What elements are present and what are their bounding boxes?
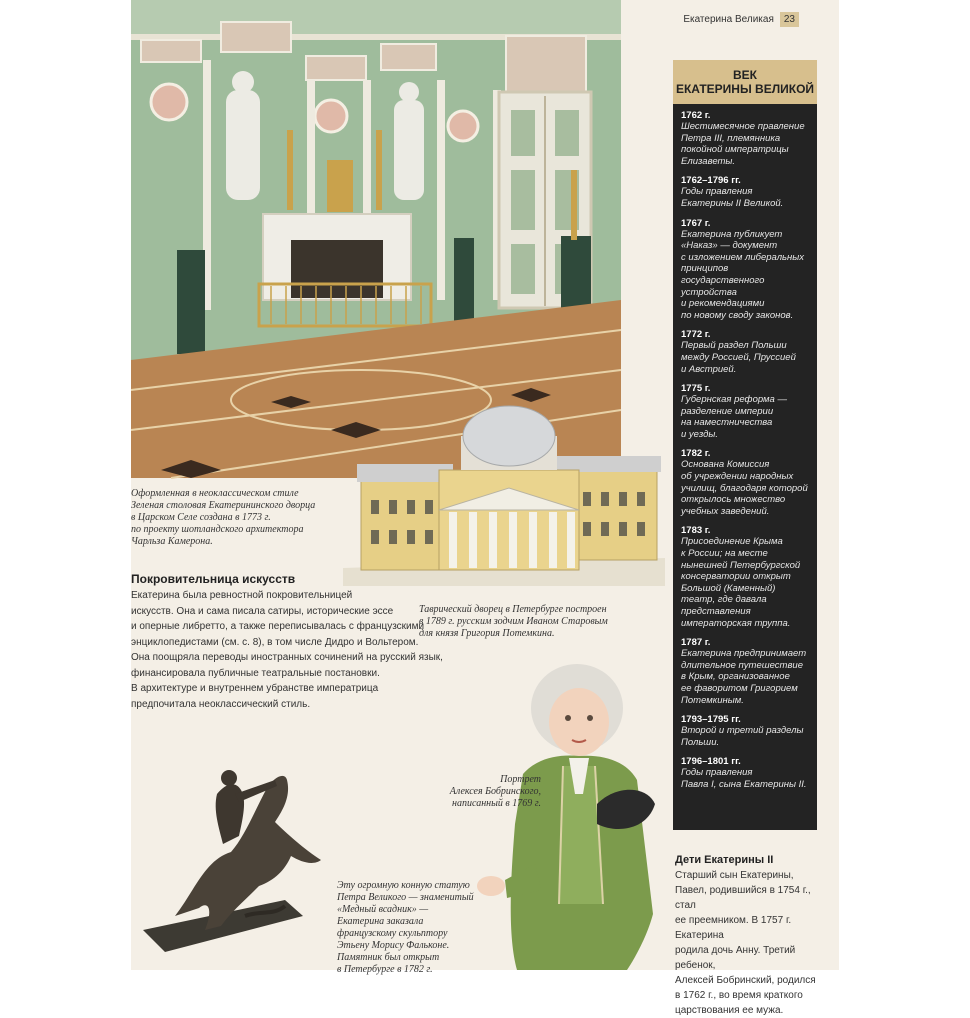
bronze-horseman-illustration [135,740,331,960]
timeline-panel [673,104,817,830]
timeline-year: 1775 г. [681,383,711,395]
timeline-entry [681,110,809,167]
children-section-title: Дети Екатерины II [675,854,774,866]
timeline-text: Губернская реформа — разделение империи на наместничества и уезды. [681,394,787,440]
timeline-entry [681,525,809,629]
timeline-entry [681,637,809,706]
children-section-text: Старший сын Екатерины, Павел, родившийся в 1754 г., стал ее преемником. В 1757 г. Екатерина родила дочь Анну. Третий ребенок, Алексей Бобринский, родился в 1762 г., во время краткого царствования ее мужа. [675,870,816,1016]
tauride-palace-illustration [343,400,665,586]
patron-section-text: Екатерина была ревностной покровительницей искусств. Она и сама писала сатиры, исторические эссе и оперные либретто, а также переписывалась с французскими энциклопедистами (см. с. 8), в том числе Дидро и Вольтером. Она поощряла переводы иностранных сочинений на русский язык, финансировала публичные театральные постановки. В архитектуре и внутреннем убранстве императрица предпочитала неоклассический стиль. [131,590,443,710]
dining-room-caption: Оформленная в неоклассическом стиле Зеленая столовая Екатерининского дворца в Царском Селе создана в 1773 г. по проекту шотландского архитектора Чарльза Камерона. [131,488,316,547]
timeline-text: Первый раздел Польши между Россией, Пруссией и Австрией. [681,340,796,375]
bobrinsky-portrait [477,654,673,970]
timeline-year: 1787 г. [681,637,711,649]
timeline-year: 1767 г. [681,217,711,229]
timeline-entry [681,383,809,440]
timeline-text: Екатерина публикует «Наказ» — документ с изложением либеральных принципов государственного устройства и рекомендациями по новому своду законов. [681,228,805,321]
timeline-entry [681,175,809,209]
bronze-horseman-caption: Эту огромную конную статую Петра Великого — знаменитый «Медный всадник» — Екатерина заказала французскому скульптору Этьену Морису Фальконе. Памятник был открыт в Петербурге в 1782 г. [337,880,474,975]
timeline-year: 1782 г. [681,448,711,460]
timeline-year: 1783 г. [681,525,711,537]
timeline-year: 1762–1796 гг. [681,175,741,187]
patron-section-title: Покровительница искусств [131,572,296,586]
timeline-text: Присоединение Крыма к России; на месте нынешней Петербургской консерватории открыт Большой (Каменный) театр, где давала представления императорская труппа. [681,536,801,629]
timeline-year: 1772 г. [681,329,711,341]
timeline-text: Екатерина предпринимает длительное путешествие в Крым, организованное ее фаворитом Григорием Потемкиным. [681,648,807,706]
timeline-text: Второй и третий разделы Польши. [681,725,804,748]
timeline-text: Шестимесячное правление Петра III, племянника покойной императрицы Елизаветы. [681,121,805,167]
tauride-palace-caption: Таврический дворец в Петербурге построен в 1789 г. русским зодчим Иваном Старовым для князя Григория Потемкина. [419,604,608,639]
timeline-entry [681,448,809,517]
timeline-text: Годы правления Павла I, сына Екатерины II. [681,767,807,790]
timeline-title: ВЕК ЕКАТЕРИНЫ ВЕЛИКОЙ [673,60,817,104]
timeline-year: 1793–1795 гг. [681,714,741,726]
timeline-entry [681,756,809,790]
timeline-entry [681,218,809,322]
timeline-year: 1796–1801 гг. [681,756,741,768]
running-head [683,12,799,27]
page-number: 23 [780,12,799,27]
timeline-entry [681,714,809,748]
timeline-text: Годы правления Екатерины II Великой. [681,186,784,209]
book-page [131,0,839,1016]
timeline-entry [681,329,809,375]
bobrinsky-caption: Портрет Алексея Бобринского, написанный в 1769 г. [449,774,541,809]
timeline-year: 1762 г. [681,110,711,121]
running-title: Екатерина Великая [683,14,774,25]
timeline-text: Основана Комиссия об учреждении народных училищ, благодаря которой открылось множество учебных заведений. [681,459,808,517]
